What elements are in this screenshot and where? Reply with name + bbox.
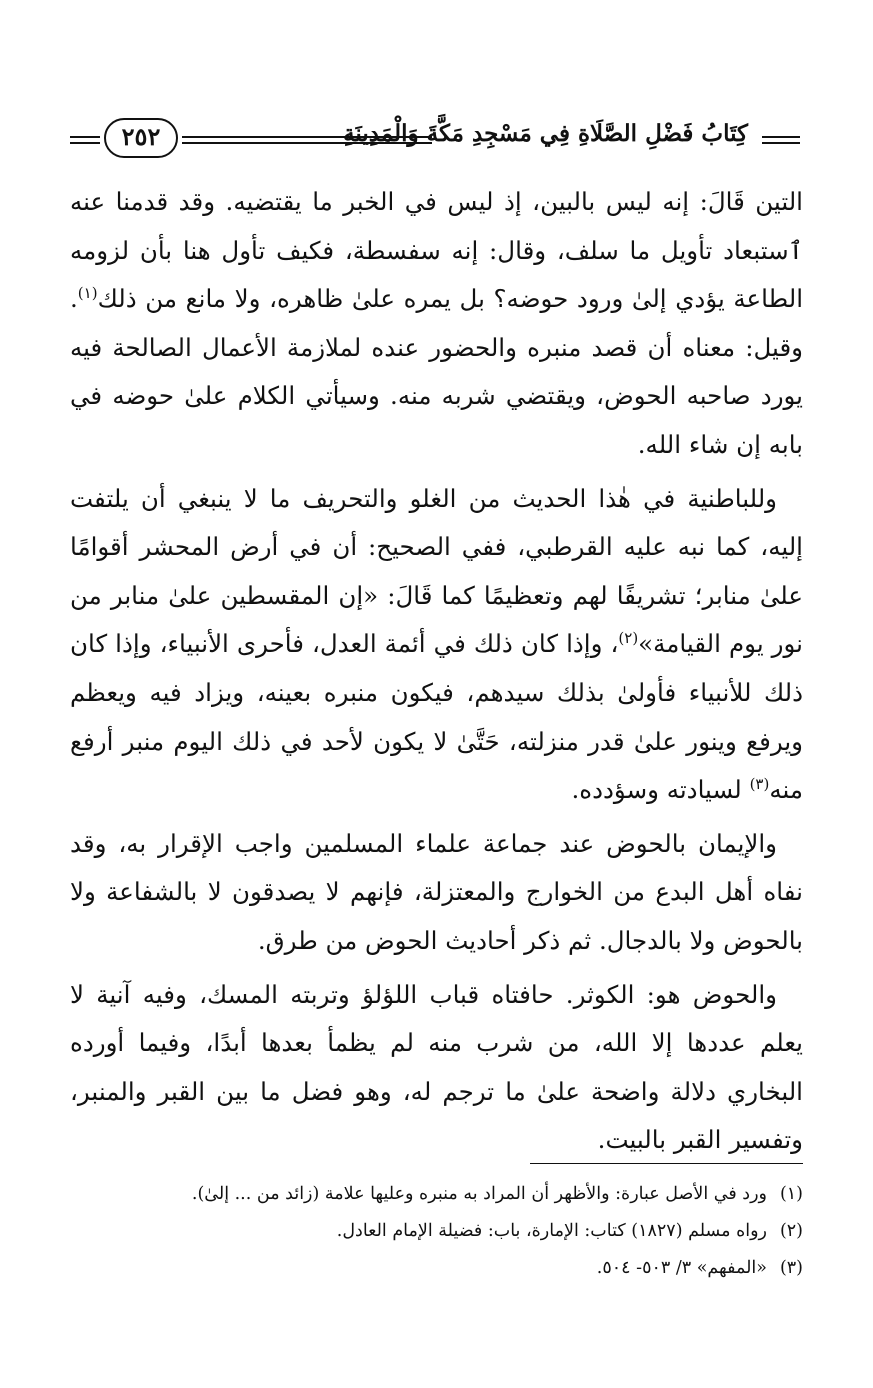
- paragraph-text: والإيمان بالحوض عند جماعة علماء المسلمين واجب الإقرار به، وقد نفاه أهل البدع من الخوارج والمعتزلة، فإنهم لا يصدقون لا بالشفاعة ولا بالحوض ولا بالدجال. ثم ذكر أحاديث الحوض من طرق.: [70, 828, 803, 955]
- footnote-item: [70, 1213, 803, 1250]
- main-text: [70, 178, 803, 1170]
- paragraph-text: ، وإذا كان ذلك في أئمة العدل، فأحرى الأنبياء، وإذا كان ذلك للأنبياء فأولىٰ بذلك سيدهم، فيكون منبره بعينه، ويزاد فيه ويعظم ويرفع وينور علىٰ قدر منزلته، حَتَّىٰ لا يكون لأحد في ذلك اليوم منبر أرفع منه: [70, 629, 803, 805]
- paragraph-text: وللباطنية في هٰذا الحديث من الغلو والتحريف ما لا ينبغي أن يلتفت إليه، كما نبه عليه القرطبي، ففي الصحيح: أن في أرض المحشر أقوامًا علىٰ منابر؛ تشريفًا لهم وتعظيمًا كما قَالَ: «إن المقسطين علىٰ منابر من نور يوم القيامة»: [70, 483, 803, 659]
- footnote-reference: (١): [77, 284, 98, 303]
- body-paragraph: [70, 178, 803, 470]
- running-header-title: كِتَابُ فَضْلِ الصَّلَاةِ فِي مَسْجِدِ مَكَّةَ وَالْمَدِينَةِ: [343, 120, 748, 147]
- body-paragraph: [70, 475, 803, 815]
- footnote-item: [70, 1176, 803, 1213]
- body-paragraph: [70, 971, 803, 1165]
- page-number-badge: ٢٥٢: [104, 118, 178, 158]
- header-ornament-rule-left: [70, 136, 100, 144]
- footnote-reference: (٣): [749, 774, 770, 793]
- footnote-number: (٣): [779, 1258, 803, 1278]
- paragraph-text: التين قَالَ: إنه ليس بالبين، إذ ليس في الخبر ما يقتضيه. وقد قدمنا عنه ٱستبعاد تأويل ما سلف، وقال: إنه سفسطة، فكيف تأول هنا بأن لزومه الطاعة يؤدي إلىٰ ورود حوضه؟ بل يمره علىٰ ظاهره، ولا مانع من ذلك: [70, 187, 803, 314]
- paragraph-text: . وقيل: معناه أن قصد منبره والحضور عنده لملازمة الأعمال الصالحة فيه يورد صاحبه الحوض، ويقتضي شربه منه. وسيأتي الكلام علىٰ حوضه في بابه إن شاء الله.: [70, 284, 803, 459]
- header-ornament-rule-middle: [182, 136, 432, 144]
- footnote-number: (١): [779, 1184, 803, 1204]
- footnote-text: رواه مسلم (١٨٢٧) كتاب: الإمارة، باب: فضيلة الإمام العادل.: [336, 1221, 767, 1241]
- running-header: [70, 112, 800, 168]
- header-ornament-rule-right: [762, 136, 800, 144]
- footnotes: [70, 1176, 803, 1287]
- footnote-separator: [530, 1163, 803, 1164]
- footnote-text: ورد في الأصل عبارة: والأظهر أن المراد به منبره وعليها علامة (زائد من ... إلىٰ).: [191, 1184, 767, 1204]
- footnote-text: «المفهم» ٣/ ٥٠٣- ٥٠٤.: [596, 1258, 767, 1278]
- paragraph-text: لسيادته وسؤدده.: [571, 775, 750, 805]
- body-paragraph: [70, 820, 803, 966]
- footnote-reference: (٢): [618, 629, 639, 648]
- footnote-item: [70, 1250, 803, 1287]
- footnote-number: (٢): [779, 1221, 803, 1241]
- paragraph-text: والحوض هو: الكوثر. حافتاه قباب اللؤلؤ وتربته المسك، وفيه آنية لا يعلم عددها إلا الله، من شرب منه لم يظمأ بعدها أبدًا، وفيما أورده البخاري دلالة واضحة علىٰ ما ترجم له، وهو فضل ما بين القبر والمنبر، وتفسير القبر بالبيت.: [70, 979, 803, 1155]
